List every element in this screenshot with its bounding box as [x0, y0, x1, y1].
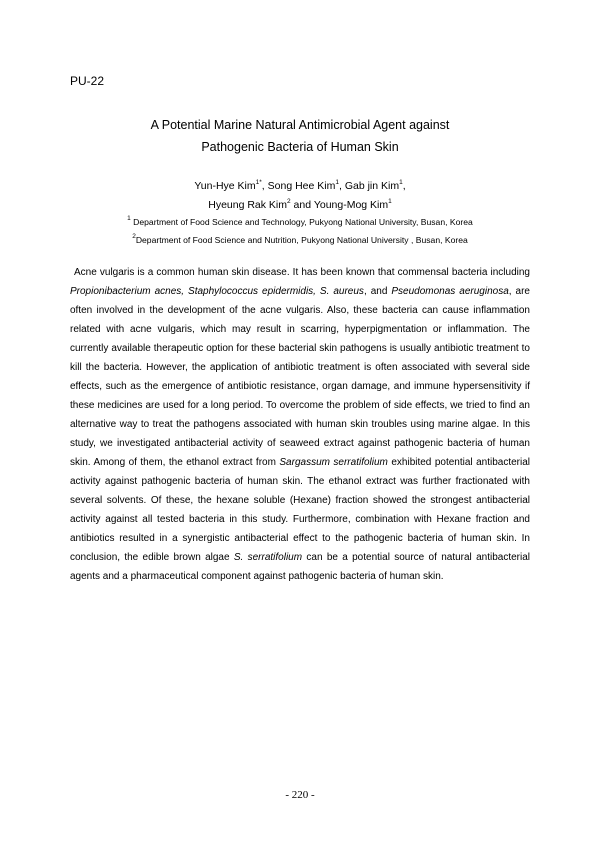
author-name: Hyeung Rak Kim: [208, 199, 288, 211]
abstract-text: can be a potential source of natural antibacterial agents and a pharmaceutical component against pathogenic bacteria of human skin.: [70, 552, 530, 582]
paper-title: [0, 114, 600, 158]
affiliation-text: Department of Food Science and Nutrition, Pukyong National University , Busan, Korea: [135, 235, 468, 245]
abstract-code: PU-22: [70, 74, 105, 88]
species-name: S. serratifolium: [233, 552, 303, 563]
affiliation-2: [0, 231, 600, 249]
abstract-text: Acne vulgaris is a common human skin disease. It has been known that commensal bacteria including: [74, 267, 530, 278]
affiliation-list: [0, 213, 600, 249]
abstract-body: [70, 263, 530, 586]
affiliation-1: [0, 213, 600, 231]
author-affil-mark: 1: [388, 198, 392, 205]
affiliation-mark: 1: [127, 215, 131, 222]
author-name: Song Hee Kim: [267, 180, 336, 192]
page-number: - 220 -: [285, 789, 315, 801]
species-name: Sargassum serratifolium: [279, 457, 388, 468]
affiliation-text: Department of Food Science and Technology, Pukyong National University, Busan, Korea: [130, 217, 473, 227]
author-affil-mark: 1*: [255, 179, 262, 186]
author-affil-mark: 1: [399, 179, 403, 186]
author-separator: and: [290, 199, 314, 211]
title-line-1: A Potential Marine Natural Antimicrobial Agent against: [150, 118, 450, 132]
author-line-1: [0, 177, 600, 196]
author-list: [0, 177, 600, 215]
author-separator: ,: [261, 180, 268, 192]
abstract-text: , and: [363, 286, 392, 297]
author-separator: ,: [402, 180, 406, 192]
author-name: Gab jin Kim: [344, 180, 400, 192]
abstract-text: exhibited potential antibacterial activity against pathogenic bacteria of human skin. The ethanol extract was further fractionated with several solvents. Of these, the hexane soluble (Hexane) fraction showed the strongest antibacterial activity against all tested bacteria in this study. Furthermore, combination with Hexane fraction and antibiotics resulted in a synergistic antibacterial effect to the pathogenic bacteria of human skin. In conclusion, the edible brown algae: [70, 457, 531, 563]
author-name: Young-Mog Kim: [313, 199, 389, 211]
title-line-2: Pathogenic Bacteria of Human Skin: [201, 140, 399, 154]
author-affil-mark: 1: [335, 179, 339, 186]
author-affil-mark: 2: [287, 198, 291, 205]
species-name: Pseudomonas aeruginosa: [391, 286, 509, 297]
author-separator: ,: [338, 180, 345, 192]
affiliation-mark: 2: [132, 233, 136, 240]
author-name: Yun-Hye Kim: [194, 180, 256, 192]
species-names: Propionibacterium acnes, Staphylococcus epidermidis, S. aureus: [70, 286, 364, 297]
abstract-text: , are often involved in the development of the acne vulgaris. Also, these bacteria can cause inflammation related with acne vulgaris, which may result in scarring, hyperpigmentation or inflammation. The currently available therapeutic option for these bacterial skin pathogens is usually antibiotic treatment to kill the bacteria. However, the application of antibiotic treatment is often associated with several side effects, such as the emergence of antibiotic resistance, organ damage, and immune hypersensitivity if these medicines are used for a long period. To overcome the problem of side effects, we tried to find an alternative way to treat the pathogens associated with human skin troubles using marine algae. In this study, we investigated antibacterial activity of seaweed extract against pathogenic bacteria of human skin. Among of them, the ethanol extract from: [70, 286, 530, 468]
